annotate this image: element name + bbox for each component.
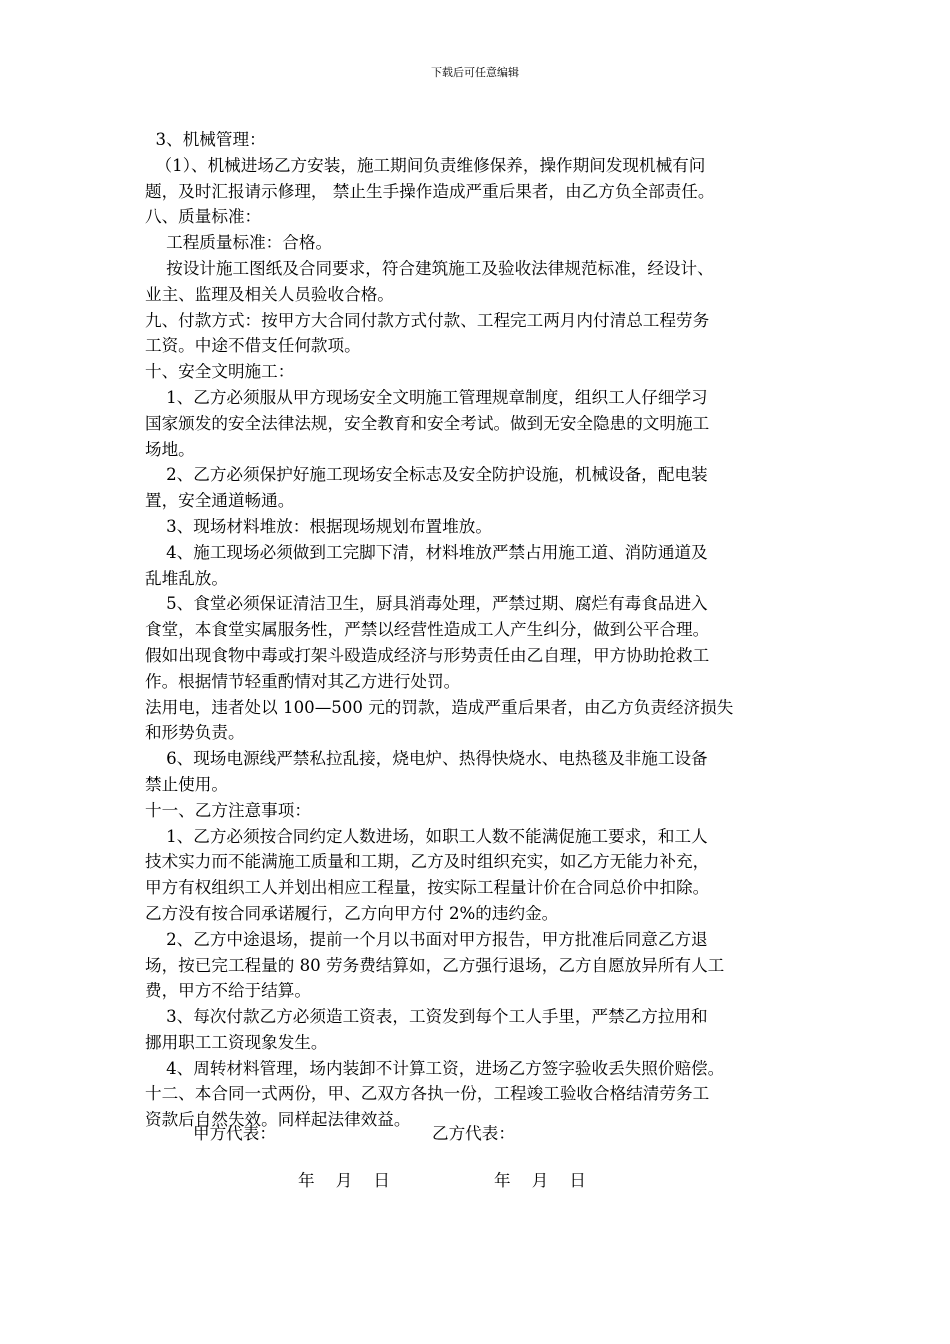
text-line: 4、施工现场必须做到工完脚下清，材料堆放严禁占用施工道、消防通道及	[145, 542, 708, 562]
text-line: （1）、机械进场乙方安装，施工期间负责维修保养，操作期间发现机械有问	[145, 155, 706, 175]
text-line: 十、安全文明施工：	[145, 362, 295, 382]
text-line: 2、乙方必须保护好施工现场安全标志及安全防护设施，机械设备，配电装	[145, 465, 708, 485]
text-line: 甲方有权组织工人并划出相应工程量，按实际工程量计价在合同总价中扣除。	[145, 878, 710, 898]
text-line: 九、付款方式：按甲方大合同付款方式付款、工程完工两月内付清总工程劳务	[145, 310, 710, 330]
text-line: 按设计施工图纸及合同要求，符合建筑施工及验收法律规范标准，经设计、	[145, 258, 714, 278]
text-line: 十二、本合同一式两份，甲、乙双方各执一份，工程竣工验收合格结清劳务工	[145, 1084, 710, 1104]
party-a-representative: 甲方代表：	[193, 1124, 276, 1143]
text-line: 乙方没有按合同承诺履行，乙方向甲方付 2%的违约金。	[145, 903, 559, 923]
text-line: 3、机械管理：	[145, 130, 266, 149]
text-line: 乱堆乱放。	[145, 568, 228, 588]
text-line: 食堂，本食堂实属服务性，严禁以经营性造成工人产生纠分，做到公平合理。	[145, 620, 710, 640]
text-line: 2、乙方中途退场，提前一个月以书面对甲方报告，甲方批准后同意乙方退	[145, 929, 708, 949]
text-line: 置，安全通道畅通。	[145, 491, 295, 511]
text-line: 工资。中途不借支任何款项。	[145, 336, 361, 356]
text-line: 和形势负责。	[145, 723, 245, 743]
text-line: 6、现场电源线严禁私拉乱接，烧电炉、热得快烧水、电热毯及非施工设备	[145, 749, 708, 769]
text-line: 3、每次付款乙方必须造工资表，工资发到每个工人手里，严禁乙方拉用和	[145, 1007, 708, 1027]
party-b-representative: 乙方代表：	[432, 1124, 515, 1143]
text-line: 八、质量标准：	[145, 207, 262, 227]
text-line: 资款后自然失效。同样起法律效益。	[145, 1110, 411, 1130]
text-line: 工程质量标准：合格。	[145, 233, 333, 253]
text-line: 3、现场材料堆放：根据现场规划布置堆放。	[145, 516, 492, 536]
text-line: 技术实力而不能满施工质量和工期，乙方及时组织充实，如乙方无能力补充，	[145, 852, 710, 872]
page-header: 下载后可任意编辑	[431, 66, 519, 79]
text-line: 4、周转材料管理，场内装卸不计算工资，进场乙方签字验收丢失照价赔偿。	[145, 1058, 725, 1078]
party-a-date: 年 月 日	[298, 1171, 390, 1190]
text-line: 题，及时汇报请示修理， 禁止生手操作造成严重后果者，由乙方负全部责任。	[145, 181, 715, 201]
text-line: 1、乙方必须按合同约定人数进场，如职工人数不能满促施工要求，和工人	[145, 826, 708, 846]
text-line: 场，按已完工程量的 80 劳务费结算如，乙方强行退场，乙方自愿放异所有人工	[145, 955, 725, 975]
text-line: 1、乙方必须服从甲方现场安全文明施工管理规章制度，组织工人仔细学习	[145, 387, 708, 407]
text-line: 作。根据情节轻重酌情对其乙方进行处罚。	[145, 671, 461, 691]
document-body	[145, 127, 815, 1133]
text-line: 场地。	[145, 439, 195, 459]
text-line: 业主、监理及相关人员验收合格。	[145, 284, 394, 304]
text-line: 国家颁发的安全法律法规，安全教育和安全考试。做到无安全隐患的文明施工	[145, 413, 710, 433]
text-line: 禁止使用。	[145, 774, 228, 794]
text-line: 费，甲方不给于结算。	[145, 981, 311, 1001]
party-b-date: 年 月 日	[494, 1171, 586, 1190]
text-line: 5、食堂必须保证清洁卫生，厨具消毒处理，严禁过期、腐烂有毒食品进入	[145, 594, 708, 614]
text-line: 假如出现食物中毒或打架斗殴造成经济与形势责任由乙自理，甲方协助抢救工	[145, 645, 710, 665]
text-line: 挪用职工工资现象发生。	[145, 1032, 328, 1052]
text-line: 十一、乙方注意事项：	[145, 800, 311, 820]
text-line: 法用电，违者处以 100—500 元的罚款，造成严重后果者，由乙方负责经济损失	[145, 697, 734, 717]
